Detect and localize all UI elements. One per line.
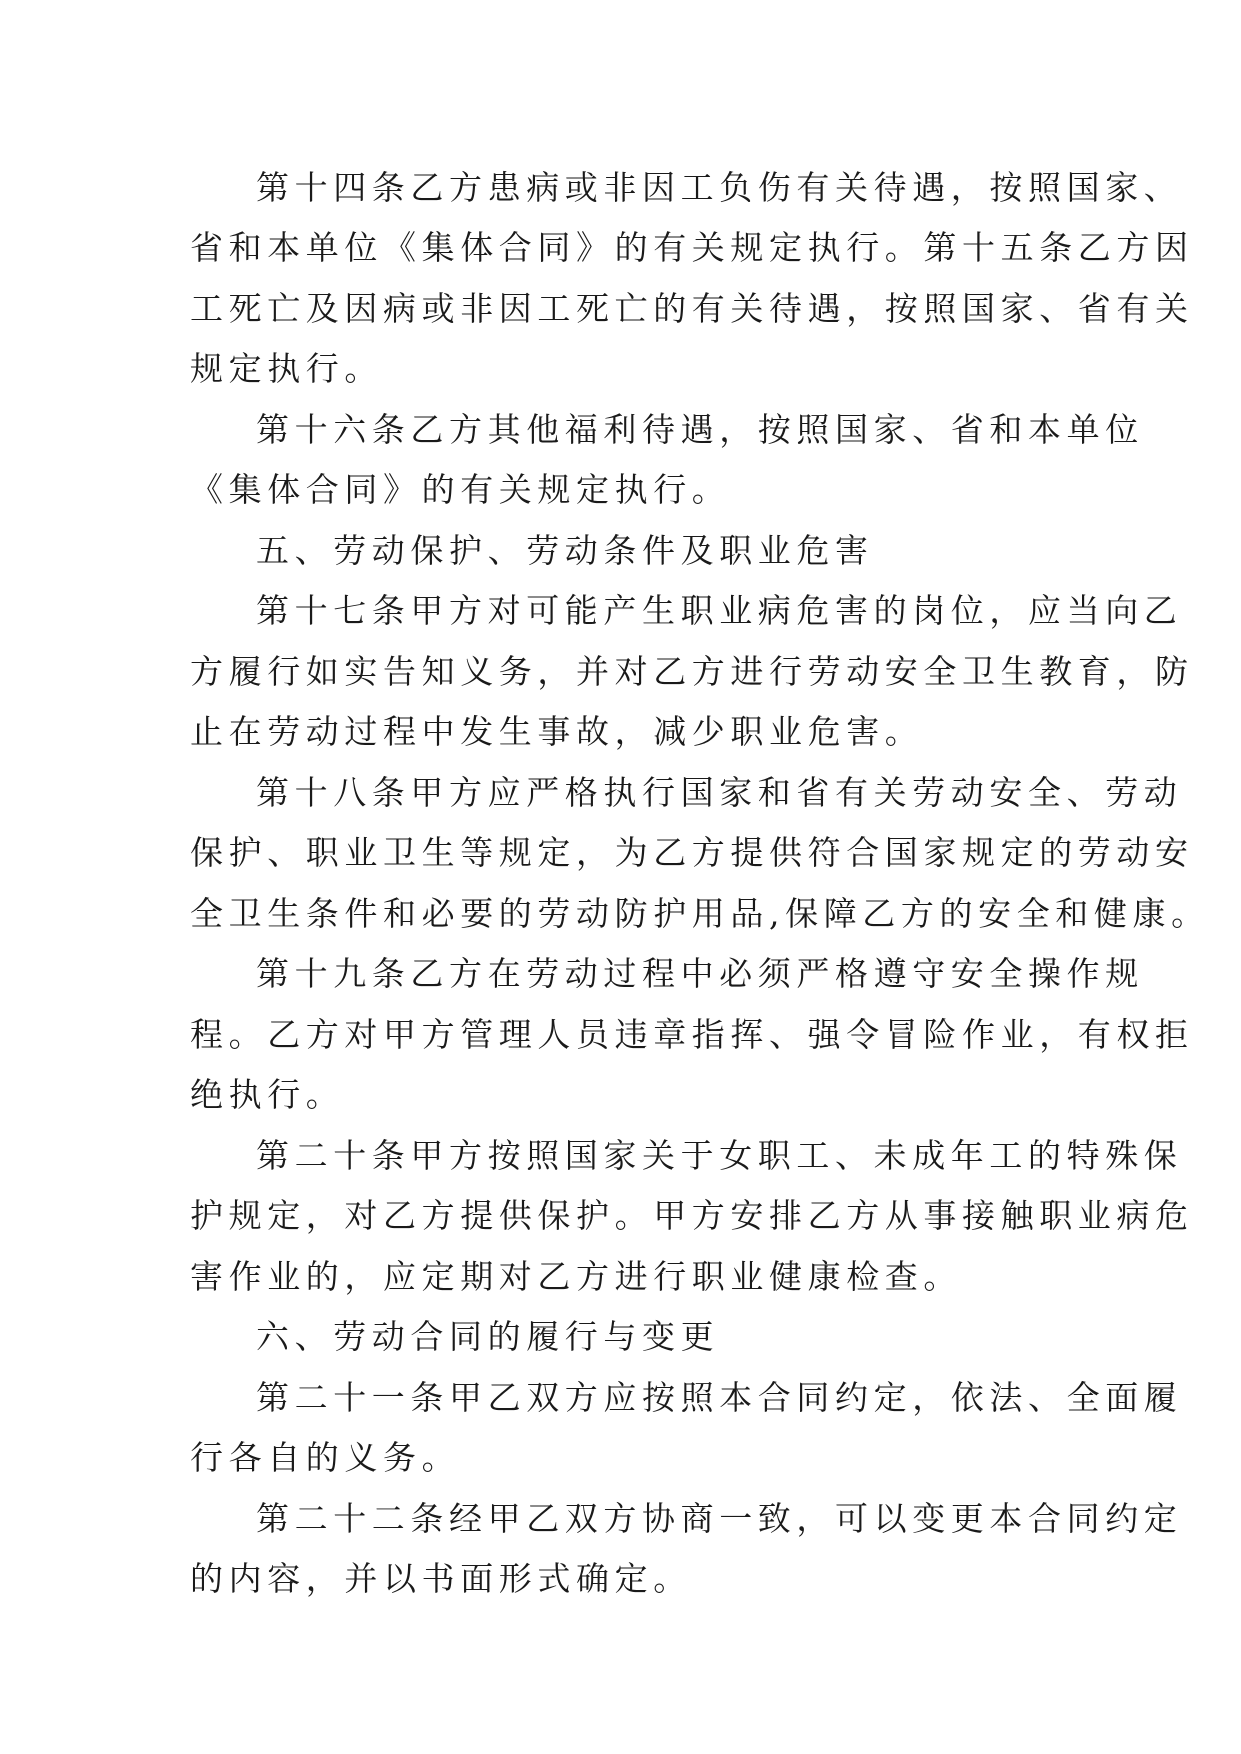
text-line: 第二十条甲方按照国家关于女职工、未成年工的特殊保	[256, 1136, 1183, 1175]
text-line: 第二十一条甲乙双方应按照本合同约定，依法、全面履	[256, 1378, 1183, 1417]
text-line: 保护、职业卫生等规定，为乙方提供符合国家规定的劳动安	[190, 833, 1194, 872]
text-line: 第十九条乙方在劳动过程中必须严格遵守安全操作规	[256, 954, 1144, 993]
text-line: 第十六条乙方其他福利待遇，按照国家、省和本单位	[256, 410, 1144, 449]
section-heading: 六、劳动合同的履行与变更	[256, 1317, 720, 1356]
text-line: 第十四条乙方患病或非因工负伤有关待遇，按照国家、	[256, 168, 1183, 207]
text-line: 全卫生条件和必要的劳动防护用品,保障乙方的安全和健康。	[190, 894, 1210, 933]
text-line: 害作业的，应定期对乙方进行职业健康检查。	[190, 1257, 962, 1296]
text-line: 第十七条甲方对可能产生职业病危害的岗位，应当向乙	[256, 591, 1183, 630]
text-line: 规定执行。	[190, 349, 383, 388]
text-line: 绝执行。	[190, 1075, 345, 1114]
text-line: 省和本单位《集体合同》的有关规定执行。第十五条乙方因	[190, 228, 1194, 267]
text-line: 护规定，对乙方提供保护。甲方安排乙方从事接触职业病危	[190, 1196, 1194, 1235]
text-line: 程。乙方对甲方管理人员违章指挥、强令冒险作业，有权拒	[190, 1015, 1194, 1054]
text-line: 的内容，并以书面形式确定。	[190, 1559, 692, 1598]
section-heading: 五、劳动保护、劳动条件及职业危害	[256, 531, 874, 570]
text-line: 方履行如实告知义务，并对乙方进行劳动安全卫生教育，防	[190, 652, 1194, 691]
text-line: 工死亡及因病或非因工死亡的有关待遇，按照国家、省有关	[190, 289, 1194, 328]
text-line: 第二十二条经甲乙双方协商一致，可以变更本合同约定	[256, 1499, 1183, 1538]
text-line: 第十八条甲方应严格执行国家和省有关劳动安全、劳动	[256, 773, 1183, 812]
text-line: 止在劳动过程中发生事故，减少职业危害。	[190, 712, 924, 751]
text-line: 《集体合同》的有关规定执行。	[190, 470, 731, 509]
text-line: 行各自的义务。	[190, 1438, 461, 1477]
